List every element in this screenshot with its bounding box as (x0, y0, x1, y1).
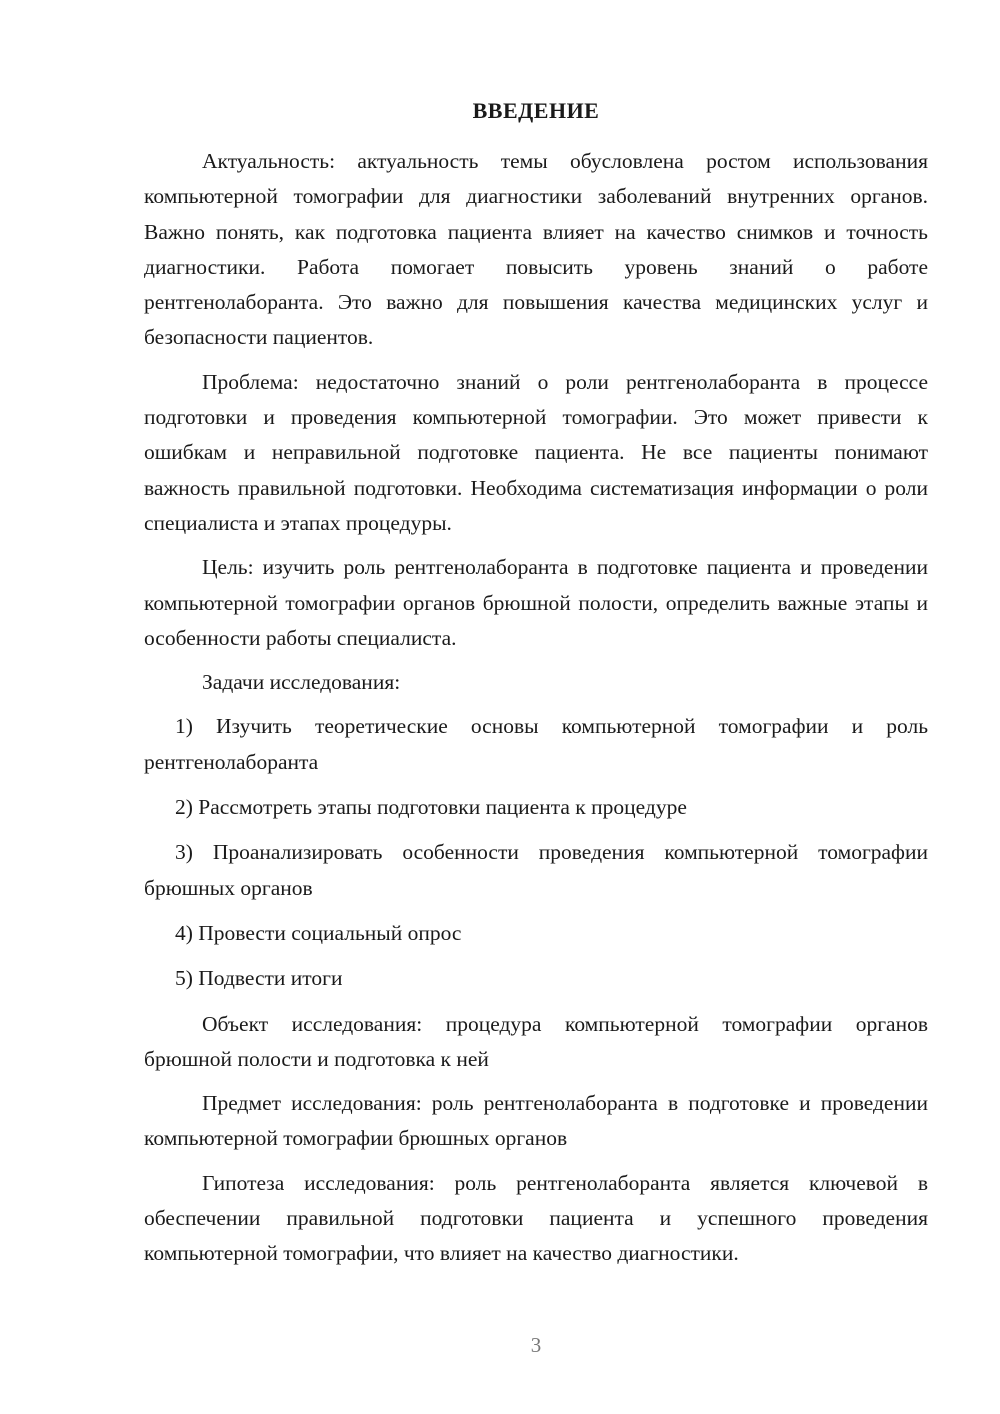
paragraph-subject: Предмет исследования: роль рентгенолаборанта в подготовке и проведении компьютерной томографии брюшных органов (144, 1091, 928, 1151)
paragraph-tasks-heading: Задачи исследования: (202, 670, 401, 695)
task-item-1: 1) Изучить теоретические основы компьютерной томографии и роль рентгенолаборанта (144, 714, 928, 774)
paragraph-goal: Цель: изучить роль рентгенолаборанта в подготовке пациента и проведении компьютерной томографии органов брюшной полости, определить важные этапы и особенности работы специалиста. (144, 555, 928, 650)
page-number: 3 (530, 1333, 542, 1357)
section-title: ВВЕДЕНИЕ (472, 98, 600, 123)
paragraph-problem: Проблема: недостаточно знаний о роли рентгенолаборанта в процессе подготовки и проведения компьютерной томографии. Это может привести к ошибкам и неправильной подготовке пациента. Не все пациенты понимают важность правильной подготовки. Необходима систематизация информации о роли специалиста и этапах процедуры. (144, 369, 928, 535)
task-item-2: 2) Рассмотреть этапы подготовки пациента к процедуре (175, 795, 687, 820)
paragraph-object: Объект исследования: процедура компьютерной томографии органов брюшной полости и подготовка к ней (144, 1011, 928, 1071)
task-item-4: 4) Провести социальный опрос (175, 920, 462, 945)
task-item-5: 5) Подвести итоги (175, 966, 343, 991)
paragraph-hypothesis: Гипотеза исследования: роль рентгенолаборанта является ключевой в обеспечении правильной подготовки пациента и успешного проведения компьютерной томографии, что влияет на качество диагностики. (144, 1170, 928, 1266)
paragraph-relevance: Актуальность: актуальность темы обусловлена ростом использования компьютерной томографии для диагностики заболеваний внутренних органов. Важно понять, как подготовка пациента влияет на качество снимков и точность диагностики. Работа помогает повысить уровень знаний о работе рентгенолаборанта. Это важно для повышения качества медицинских услуг и безопасности пациентов. (144, 149, 928, 350)
task-item-3: 3) Проанализировать особенности проведения компьютерной томографии брюшных органов (144, 840, 928, 900)
document-page (144, 96, 928, 1281)
